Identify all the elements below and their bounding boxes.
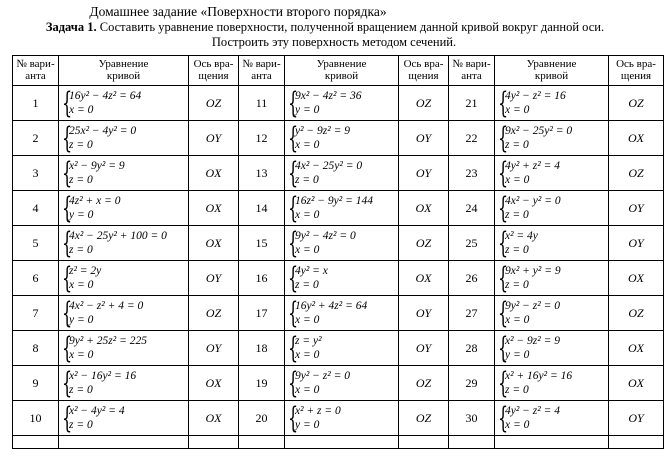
rotation-axis: OZ (609, 86, 664, 121)
table-row (13, 261, 664, 296)
curve-equation (285, 156, 399, 191)
variant-number: 24 (449, 191, 495, 226)
equation-line: 9y² − z² = 0 (505, 300, 560, 312)
equation-line: 4z² + x = 0 (69, 195, 121, 207)
equation-line: x² − 9z² = 9 (505, 335, 560, 347)
equation-line: 9x² − 25y² = 0 (505, 125, 573, 137)
header-axis: Ось вра- щения (189, 56, 239, 86)
equation-line: y = 0 (69, 314, 94, 326)
curve-equation (495, 86, 609, 121)
system-brace: { (62, 85, 73, 120)
task-statement (0, 20, 658, 35)
curve-equation (59, 296, 189, 331)
system-brace: { (498, 190, 509, 225)
equation-line: z = 0 (505, 139, 529, 151)
table-row (13, 191, 664, 226)
system-brace: { (288, 120, 299, 155)
equation-line: 4y² − z² = 4 (505, 405, 560, 417)
rotation-axis: OY (609, 226, 664, 261)
equation-line: 4x² − 25y² + 100 = 0 (69, 230, 167, 242)
system-brace: { (498, 295, 509, 330)
equation-line: 4x² − 25y² = 0 (295, 160, 363, 172)
curve-equation (495, 331, 609, 366)
variant-number: 5 (13, 226, 59, 261)
rotation-axis: OX (189, 366, 239, 401)
curve-equation (285, 366, 399, 401)
equation-line: x² − 16y² = 16 (69, 370, 137, 382)
task-text: Составить уравнение поверхности, полученной вращением данной кривой вокруг данной оси. (96, 20, 605, 34)
system-brace: { (62, 120, 73, 155)
empty-row (13, 436, 664, 449)
equation-line: z = 0 (69, 419, 93, 431)
variant-number: 2 (13, 121, 59, 156)
system-brace: { (288, 225, 299, 260)
rotation-axis: OY (609, 401, 664, 436)
rotation-axis: OZ (189, 296, 239, 331)
equation-line: z² = 2y (69, 265, 102, 277)
equation-line: z = 0 (505, 209, 529, 221)
variant-number: 19 (239, 366, 285, 401)
variant-number: 28 (449, 331, 495, 366)
table-row (13, 401, 664, 436)
equation-line: 4x² − z² + 4 = 0 (69, 300, 144, 312)
equation-line: z = 0 (69, 139, 93, 151)
equation-line: y = 0 (69, 209, 94, 221)
variant-number: 9 (13, 366, 59, 401)
equation-line: x² − 4y² = 4 (69, 405, 125, 417)
variant-number: 23 (449, 156, 495, 191)
variant-number: 30 (449, 401, 495, 436)
equation-line: x = 0 (295, 349, 320, 361)
equation-line: 9y² − 4z² = 0 (295, 230, 356, 242)
curve-equation (285, 401, 399, 436)
system-brace: { (288, 155, 299, 190)
rotation-axis: OY (399, 156, 449, 191)
rotation-axis: OX (609, 366, 664, 401)
variant-number: 29 (449, 366, 495, 401)
curve-equation (495, 121, 609, 156)
curve-equation (59, 191, 189, 226)
curve-equation (59, 401, 189, 436)
rotation-axis: OX (609, 261, 664, 296)
header-axis: Ось вра- щения (399, 56, 449, 86)
equation-line: x² + z = 0 (295, 405, 341, 417)
rotation-axis: OZ (399, 86, 449, 121)
equation-line: 4x² − y² = 0 (505, 195, 561, 207)
equation-line: 16z² − 9y² = 144 (295, 195, 373, 207)
variant-number: 25 (449, 226, 495, 261)
header-equation: Уравнение кривой (495, 56, 609, 86)
rotation-axis: OZ (609, 296, 664, 331)
curve-equation (495, 296, 609, 331)
equation-line: x = 0 (295, 139, 320, 151)
equation-line: x² = 4y (505, 230, 538, 242)
variant-number: 7 (13, 296, 59, 331)
equation-line: z = 0 (505, 384, 529, 396)
rotation-axis: OY (399, 121, 449, 156)
variant-number: 1 (13, 86, 59, 121)
table-header-row (13, 56, 664, 86)
system-brace: { (288, 365, 299, 400)
system-brace: { (62, 190, 73, 225)
equation-line: 16y² + 4z² = 64 (295, 300, 368, 312)
task-label: Задача 1. (45, 20, 97, 34)
equation-line: x = 0 (69, 104, 94, 116)
rotation-axis: OX (399, 261, 449, 296)
rotation-axis: OY (189, 331, 239, 366)
system-brace: { (288, 330, 299, 365)
equation-line: 4y² = x (295, 265, 328, 277)
system-brace: { (62, 295, 73, 330)
variant-number: 3 (13, 156, 59, 191)
variant-number: 16 (239, 261, 285, 296)
system-brace: { (62, 260, 73, 295)
rotation-axis: OY (609, 191, 664, 226)
equation-line: x = 0 (505, 104, 530, 116)
variants-table (12, 55, 664, 449)
equation-line: z = 0 (69, 244, 93, 256)
rotation-axis: OY (399, 296, 449, 331)
rotation-axis: OX (189, 401, 239, 436)
system-brace: { (288, 260, 299, 295)
curve-equation (59, 121, 189, 156)
curve-equation (495, 156, 609, 191)
equation-line: y = 0 (505, 349, 530, 361)
equation-line: x = 0 (295, 244, 320, 256)
empty-cell (59, 436, 189, 449)
rotation-axis: OX (189, 156, 239, 191)
curve-equation (285, 226, 399, 261)
empty-cell (399, 436, 449, 449)
system-brace: { (62, 155, 73, 190)
rotation-axis: OZ (609, 156, 664, 191)
task-subtext: Построить эту поверхность методом сечений. (211, 35, 457, 49)
equation-line: x = 0 (69, 279, 94, 291)
rotation-axis: OX (609, 121, 664, 156)
equation-line: y = 0 (295, 419, 320, 431)
system-brace: { (498, 260, 509, 295)
system-brace: { (498, 400, 509, 435)
rotation-axis: OZ (399, 366, 449, 401)
equation-line: z = y² (295, 335, 322, 347)
curve-equation (59, 331, 189, 366)
table-row (13, 226, 664, 261)
equation-line: z = 0 (69, 384, 93, 396)
curve-equation (59, 261, 189, 296)
header-equation: Уравнение кривой (285, 56, 399, 86)
equation-line: 25x² − 4y² = 0 (69, 125, 137, 137)
equation-line: x = 0 (295, 314, 320, 326)
variant-number: 13 (239, 156, 285, 191)
equation-line: 9y² + 25z² = 225 (69, 335, 147, 347)
curve-equation (285, 331, 399, 366)
equation-line: x² + 16y² = 16 (505, 370, 573, 382)
equation-line: 16y² − 4z² = 64 (69, 90, 142, 102)
rotation-axis: OX (399, 191, 449, 226)
variant-number: 11 (239, 86, 285, 121)
system-brace: { (288, 400, 299, 435)
table-row (13, 156, 664, 191)
curve-equation (285, 121, 399, 156)
variant-number: 20 (239, 401, 285, 436)
system-brace: { (498, 225, 509, 260)
variant-number: 6 (13, 261, 59, 296)
curve-equation (59, 156, 189, 191)
variant-number: 10 (13, 401, 59, 436)
curve-equation (285, 191, 399, 226)
variant-number: 14 (239, 191, 285, 226)
table-row (13, 86, 664, 121)
header-equation: Уравнение кривой (59, 56, 189, 86)
system-brace: { (498, 330, 509, 365)
variant-number: 4 (13, 191, 59, 226)
curve-equation (59, 366, 189, 401)
equation-line: z = 0 (505, 244, 529, 256)
rotation-axis: OY (189, 261, 239, 296)
curve-equation (495, 191, 609, 226)
variant-number: 21 (449, 86, 495, 121)
variant-number: 27 (449, 296, 495, 331)
equation-line: x = 0 (505, 174, 530, 186)
rotation-axis: OZ (399, 226, 449, 261)
header-variant: № вари- анта (239, 56, 285, 86)
curve-equation (285, 296, 399, 331)
header-variant: № вари- анта (449, 56, 495, 86)
rotation-axis: OX (609, 331, 664, 366)
curve-equation (495, 401, 609, 436)
empty-cell (449, 436, 495, 449)
variant-number: 15 (239, 226, 285, 261)
system-brace: { (62, 330, 73, 365)
variant-number: 22 (449, 121, 495, 156)
system-brace: { (288, 295, 299, 330)
table-row (13, 296, 664, 331)
header-variant: № вари- анта (13, 56, 59, 86)
header-axis: Ось вра- щения (609, 56, 664, 86)
curve-equation (59, 226, 189, 261)
empty-cell (189, 436, 239, 449)
equation-line: x = 0 (295, 209, 320, 221)
variant-number: 26 (449, 261, 495, 296)
variant-number: 8 (13, 331, 59, 366)
equation-line: y² − 9z² = 9 (295, 125, 350, 137)
equation-line: x² − 9y² = 9 (69, 160, 125, 172)
rotation-axis: OY (189, 121, 239, 156)
system-brace: { (498, 155, 509, 190)
empty-cell (285, 436, 399, 449)
curve-equation (495, 226, 609, 261)
equation-line: y = 0 (295, 104, 320, 116)
variant-number: 17 (239, 296, 285, 331)
page-title: Домашнее задание «Поверхности второго порядка» (89, 4, 387, 19)
system-brace: { (498, 365, 509, 400)
equation-line: x = 0 (295, 384, 320, 396)
equation-line: x = 0 (505, 419, 530, 431)
system-brace: { (498, 85, 509, 120)
rotation-axis: OX (189, 191, 239, 226)
system-brace: { (62, 365, 73, 400)
variant-number: 12 (239, 121, 285, 156)
table-row (13, 366, 664, 401)
rotation-axis: OY (399, 331, 449, 366)
equation-line: 9x² + y² = 9 (505, 265, 561, 277)
system-brace: { (62, 225, 73, 260)
curve-equation (59, 86, 189, 121)
curve-equation (285, 261, 399, 296)
equation-line: z = 0 (69, 174, 93, 186)
variant-number: 18 (239, 331, 285, 366)
system-brace: { (498, 120, 509, 155)
equation-line: 9x² − 4z² = 36 (295, 90, 362, 102)
equation-line: 9y² − z² = 0 (295, 370, 350, 382)
system-brace: { (288, 190, 299, 225)
curve-equation (495, 366, 609, 401)
empty-cell (609, 436, 664, 449)
rotation-axis: OZ (189, 86, 239, 121)
equation-line: 4y² − z² = 16 (505, 90, 566, 102)
equation-line: x = 0 (69, 349, 94, 361)
curve-equation (495, 261, 609, 296)
empty-cell (495, 436, 609, 449)
equation-line: 4y² + z² = 4 (505, 160, 560, 172)
equation-line: z = 0 (505, 279, 529, 291)
system-brace: { (62, 400, 73, 435)
system-brace: { (288, 85, 299, 120)
empty-cell (239, 436, 285, 449)
rotation-axis: OX (189, 226, 239, 261)
curve-equation (285, 86, 399, 121)
equation-line: x = 0 (505, 314, 530, 326)
equation-line: z = 0 (295, 174, 319, 186)
table-row (13, 331, 664, 366)
table-row (13, 121, 664, 156)
rotation-axis: OZ (399, 401, 449, 436)
empty-cell (13, 436, 59, 449)
equation-line: z = 0 (295, 279, 319, 291)
